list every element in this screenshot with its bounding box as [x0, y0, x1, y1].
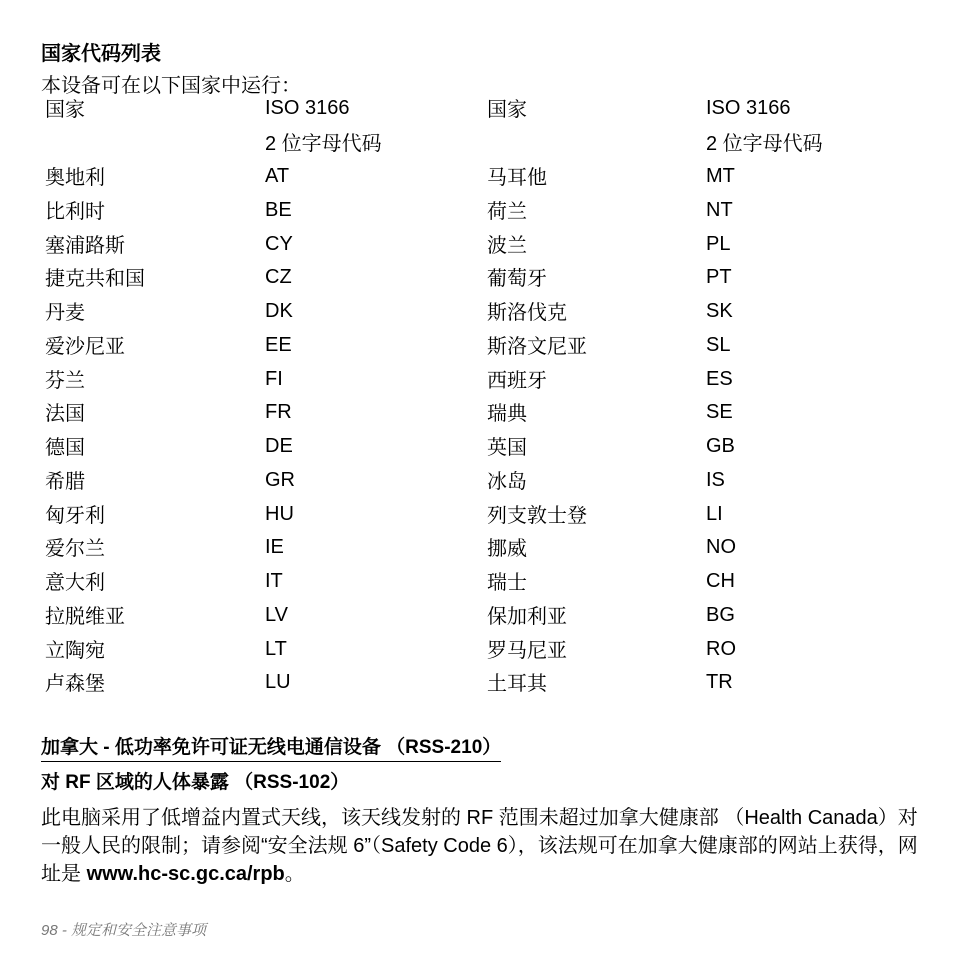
country-code-right: SE: [706, 401, 733, 423]
country-code-left: DK: [265, 300, 293, 322]
country-code-left: IT: [265, 570, 283, 592]
country-name-right: 瑞典: [487, 403, 527, 425]
country-code-right: MT: [706, 165, 735, 187]
country-code-right: RO: [706, 638, 736, 660]
country-code-right: NT: [706, 199, 733, 221]
paragraph-end: 。: [284, 863, 305, 885]
country-name-right: 挪威: [487, 538, 527, 560]
header-code-left-line1: ISO 3166: [265, 97, 350, 119]
country-code-left: GR: [265, 469, 295, 491]
country-name-left: 奥地利: [45, 167, 105, 189]
country-name-left: 芬兰: [45, 370, 85, 392]
country-name-right: 西班牙: [487, 370, 547, 392]
page-heading: 国家代码列表: [41, 43, 161, 65]
country-name-right: 马耳他: [487, 167, 547, 189]
country-name-left: 爱沙尼亚: [45, 336, 125, 358]
paragraph-text: 此电脑采用了低增益内置式天线，该天线发射的 RF 范围未超过加拿大健康部 （Health Canada）对一般人民的限制；请参阅“安全法规 6”（Safety Code 6），该法规可在加拿大健康部的网站上获得，网址是: [41, 807, 918, 885]
country-name-left: 卢森堡: [45, 673, 105, 695]
country-name-left: 希腊: [45, 471, 85, 493]
country-name-right: 保加利亚: [487, 606, 567, 628]
country-name-right: 波兰: [487, 235, 527, 257]
section-rss-102-title: 对 RF 区域的人体暴露 （RSS-102）: [41, 772, 350, 793]
header-code-right-line1: ISO 3166: [706, 97, 791, 119]
country-code-right: IS: [706, 469, 725, 491]
country-name-right: 斯洛文尼亚: [487, 336, 587, 358]
country-code-right: SK: [706, 300, 733, 322]
country-code-left: AT: [265, 165, 290, 187]
country-code-right: PL: [706, 233, 731, 255]
country-name-right: 土耳其: [487, 673, 547, 695]
country-name-right: 列支敦士登: [487, 505, 587, 527]
country-code-left: LV: [265, 604, 288, 626]
country-code-left: EE: [265, 334, 292, 356]
country-code-right: BG: [706, 604, 735, 626]
section-rss-210-title: 加拿大 - 低功率免许可证无线电通信设备 （RSS-210）: [41, 732, 501, 762]
country-name-right: 葡萄牙: [487, 268, 547, 290]
country-name-left: 捷克共和国: [45, 268, 145, 290]
country-name-left: 塞浦路斯: [45, 235, 125, 257]
country-code-left: LT: [265, 638, 287, 660]
country-code-left: IE: [265, 536, 284, 558]
country-name-left: 立陶宛: [45, 640, 105, 662]
country-code-left: BE: [265, 199, 292, 221]
header-code-left-line2: 2 位字母代码: [265, 133, 382, 155]
header-country-right: 国家: [487, 99, 527, 121]
country-name-right: 斯洛伐克: [487, 302, 567, 324]
country-name-right: 英国: [487, 437, 527, 459]
country-code-right: LI: [706, 503, 723, 525]
country-code-left: FI: [265, 368, 283, 390]
country-code-right: PT: [706, 266, 732, 288]
country-name-left: 爱尔兰: [45, 538, 105, 560]
country-code-left: LU: [265, 671, 291, 693]
country-name-right: 罗马尼亚: [487, 640, 567, 662]
country-code-left: FR: [265, 401, 292, 423]
health-canada-url: www.hc-sc.gc.ca/rpb: [86, 863, 285, 885]
header-code-right-line2: 2 位字母代码: [706, 133, 823, 155]
country-name-right: 荷兰: [487, 201, 527, 223]
page-footer: 98 - 规定和安全注意事项: [41, 922, 207, 939]
header-country-left: 国家: [45, 99, 85, 121]
country-name-right: 冰岛: [487, 471, 527, 493]
intro-text: 本设备可在以下国家中运行：: [41, 75, 301, 97]
country-code-right: SL: [706, 334, 731, 356]
country-name-left: 比利时: [45, 201, 105, 223]
country-name-right: 瑞士: [487, 572, 527, 594]
rf-exposure-paragraph: [41, 804, 921, 888]
country-code-left: DE: [265, 435, 293, 457]
country-name-left: 德国: [45, 437, 85, 459]
country-name-left: 意大利: [45, 572, 105, 594]
country-code-left: HU: [265, 503, 294, 525]
country-code-right: ES: [706, 368, 733, 390]
country-name-left: 拉脱维亚: [45, 606, 125, 628]
country-code-right: NO: [706, 536, 736, 558]
country-name-left: 丹麦: [45, 302, 85, 324]
country-name-left: 匈牙利: [45, 505, 105, 527]
country-code-right: TR: [706, 671, 733, 693]
country-name-left: 法国: [45, 403, 85, 425]
country-code-left: CZ: [265, 266, 292, 288]
country-code-right: CH: [706, 570, 735, 592]
country-code-left: CY: [265, 233, 293, 255]
country-code-right: GB: [706, 435, 735, 457]
